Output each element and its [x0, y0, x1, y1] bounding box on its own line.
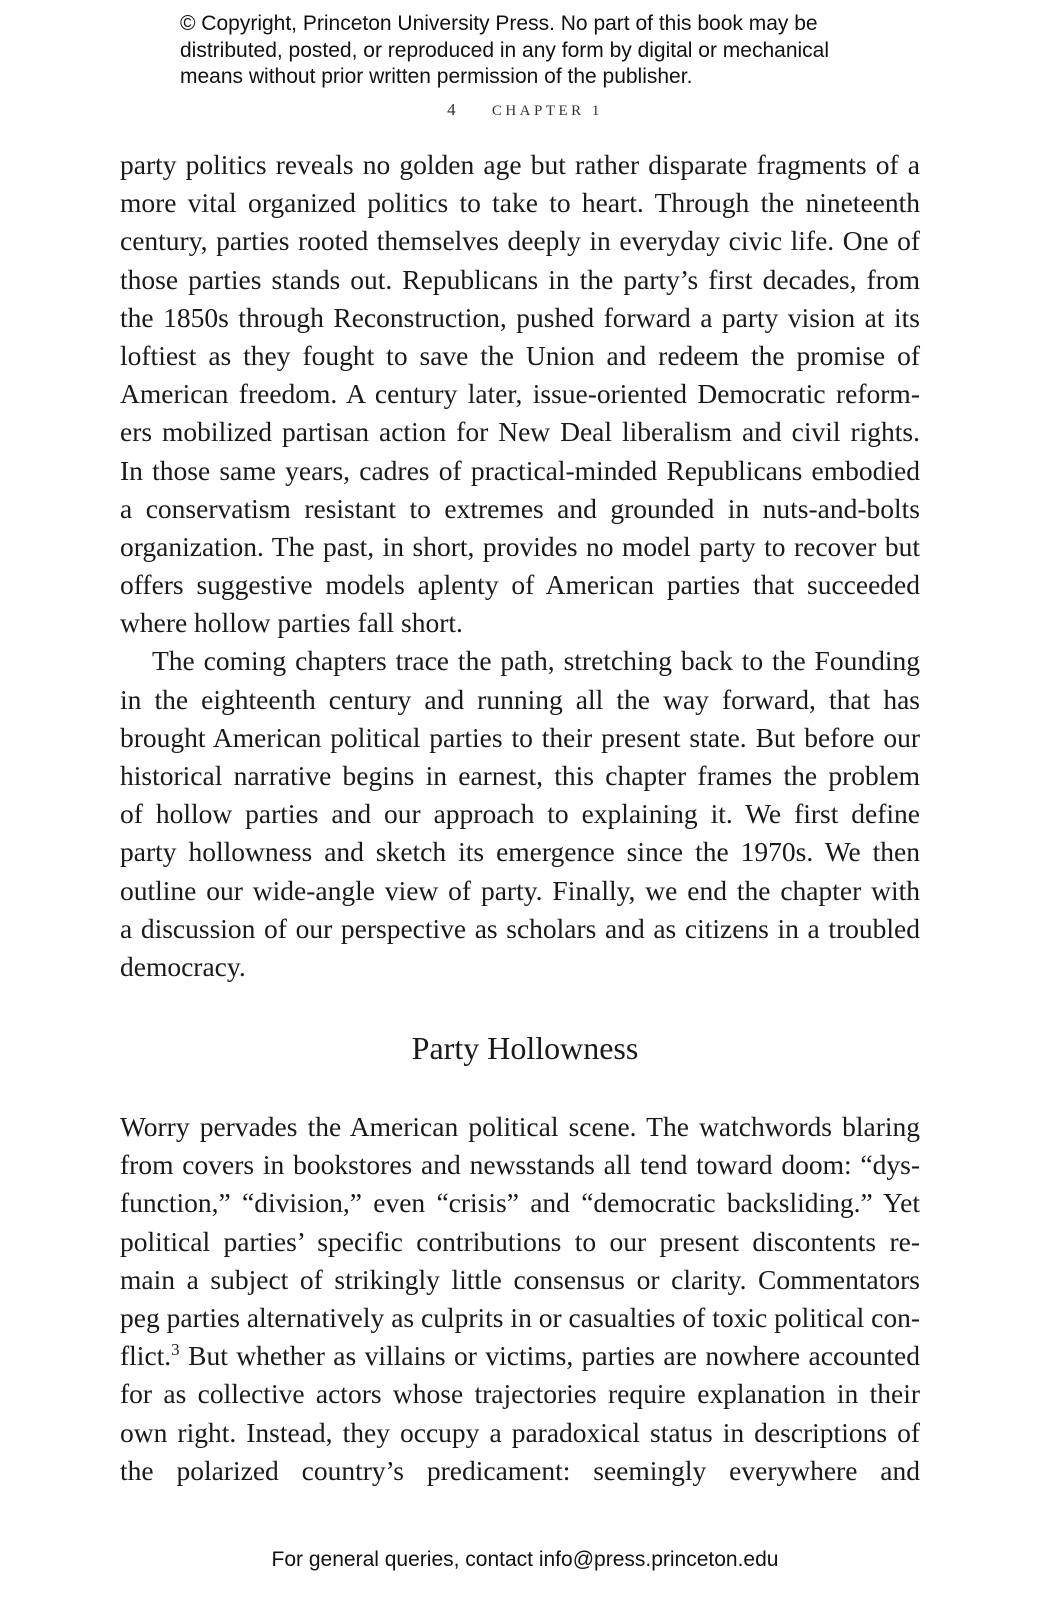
text-line: ers mobilized partisan action for New Deal liberalism and civil rights. [120, 416, 920, 448]
text-line: political parties’ specific contributions to our present discontents re- [120, 1225, 920, 1257]
paragraph-3 [120, 1108, 920, 1490]
text-line: the 1850s through Reconstruction, pushed forward a party vision at its [120, 301, 920, 333]
text-line: where hollow parties fall short. [120, 607, 463, 639]
copyright-line: means without prior written permission of the publisher. [180, 65, 693, 88]
paragraph-1 [120, 146, 920, 642]
text-line: of hollow parties and our approach to explaining it. We first define [120, 798, 920, 830]
text-line: in the eighteenth century and running all the way forward, that has [120, 683, 920, 715]
text-line: historical narrative begins in earnest, this chapter frames the problem [120, 760, 920, 791]
page-number: 4 [447, 100, 459, 119]
text-line: American freedom. A century later, issue-oriented Democratic reform- [120, 378, 920, 410]
text-line: century, parties rooted themselves deeply in everyday civic life. One of [120, 225, 920, 257]
text-line: The coming chapters trace the path, stretching back to the Founding [152, 645, 920, 677]
text-line: In those same years, cadres of practical-minded Republicans embodied [120, 454, 920, 486]
text-line-tail: But whether as villains or victims, parties are nowhere accounted [179, 1340, 920, 1372]
running-head [0, 100, 1050, 120]
text-line: a conservatism resistant to extremes and grounded in nuts-and-bolts [120, 492, 920, 524]
text-line: for as collective actors whose trajectories require explanation in their [120, 1378, 920, 1410]
chapter-label: CHAPTER 1 [491, 103, 603, 119]
text-line: from covers in bookstores and newsstands all tend toward doom: “dys- [120, 1149, 920, 1181]
footer-contact: For general queries, contact info@press.princeton.edu [271, 1548, 779, 1571]
text-line: main a subject of strikingly little consensus or clarity. Commentators [120, 1263, 920, 1295]
text-line: loftiest as they fought to save the Union and redeem the promise of [120, 339, 920, 371]
text-line: function,” “division,” even “crisis” and “democratic backsliding.” Yet [120, 1187, 920, 1219]
text-line: the polarized country’s predicament: seemingly everywhere and [120, 1454, 920, 1486]
text-line: offers suggestive models aplenty of American parties that succeeded [120, 569, 920, 601]
paragraph-2 [120, 642, 920, 986]
text-line: party hollowness and sketch its emergence since the 1970s. We then [120, 836, 920, 868]
copyright-line: © Copyright, Princeton University Press. No part of this book may be [180, 12, 818, 35]
section-heading: Party Hollowness [411, 1030, 639, 1066]
text-line: more vital organized politics to take to heart. Through the nineteenth [120, 187, 920, 219]
text-line-with-footnote [120, 1337, 920, 1375]
body-text-upper [120, 146, 920, 986]
text-line: outline our wide-angle view of party. Finally, we end the chapter with [120, 874, 920, 906]
text-line: Worry pervades the American political scene. The watchwords blaring [120, 1111, 920, 1142]
body-text-lower [120, 1108, 920, 1490]
text-line: own right. Instead, they occupy a paradoxical status in descriptions of [120, 1416, 920, 1448]
text-line-head: flict. [120, 1340, 172, 1372]
text-line: peg parties alternatively as culprits in or casualties of toxic political con- [120, 1301, 920, 1333]
footnote-marker[interactable]: 3 [171, 1339, 180, 1359]
text-line: democracy. [120, 950, 246, 982]
copyright-notice [180, 11, 900, 91]
text-line: those parties stands out. Republicans in the party’s first decades, from [120, 263, 920, 295]
text-line: organization. The past, in short, provides no model party to recover but [120, 530, 920, 562]
copyright-line: distributed, posted, or reproduced in any form by digital or mechanical [180, 38, 830, 62]
text-line: a discussion of our perspective as scholars and as citizens in a troubled [120, 912, 920, 944]
text-line: party politics reveals no golden age but rather disparate fragments of a [120, 149, 920, 180]
text-line: brought American political parties to their present state. But before our [120, 721, 920, 753]
